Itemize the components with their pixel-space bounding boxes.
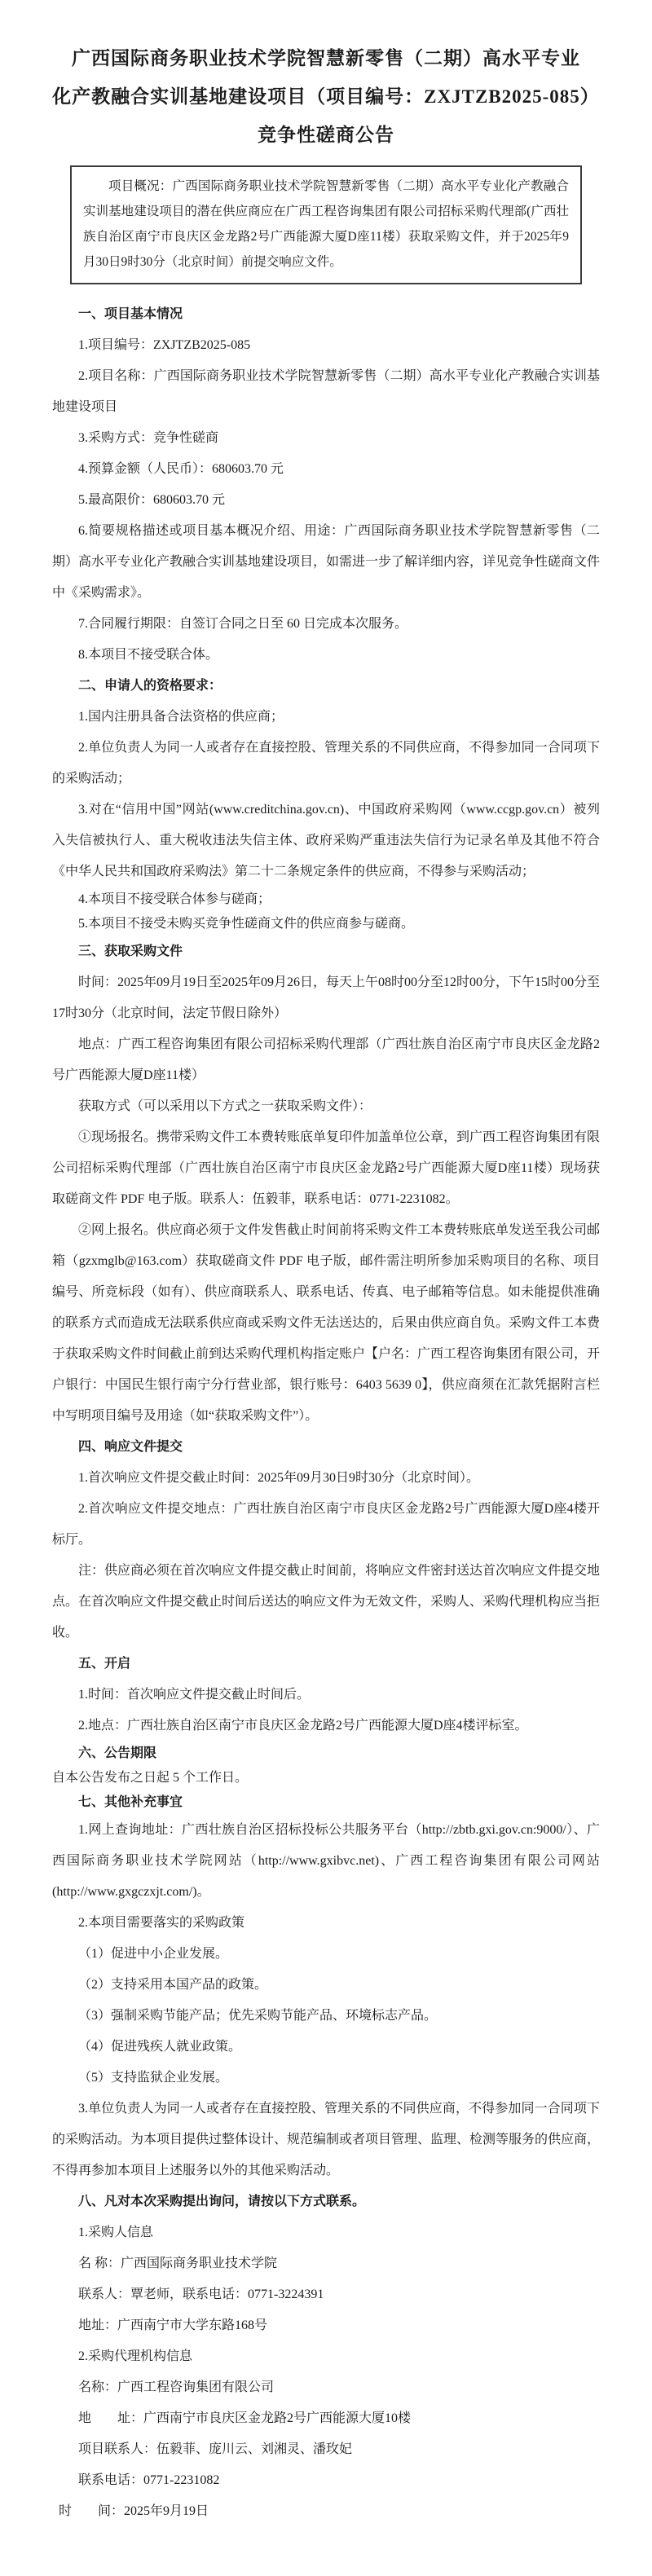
section-heading: 二、申请人的资格要求： (78, 679, 222, 693)
paragraph: 1.采购人信息 (78, 2226, 154, 2239)
paragraph: 名 称：广西国际商务职业技术学院 (78, 2257, 278, 2270)
paragraph: （5）支持监狱企业发展。 (78, 2071, 229, 2085)
paragraph: 4.本项目不接受联合体参与磋商； (78, 892, 271, 906)
document-body (52, 299, 600, 2527)
paragraph: 名称：广西工程咨询集团有限公司 (78, 2380, 275, 2394)
paragraph: 地址：广西南宁市大学东路168号 (78, 2318, 268, 2332)
title-line-1: 广西国际商务职业技术学院智慧新零售（二期）高水平专业 (72, 48, 580, 68)
paragraph: （2）支持采用本国产品的政策。 (78, 1978, 268, 1992)
paragraph: ②网上报名。供应商必须于文件发售截止时间前将采购文件工本费转账底单发送至我公司邮箱（gzxmglb@163.com）获取磋商文件 PDF 电子版，邮件需注明所参加采购项目的名称、项目编号、所竞标段（如有）、供应商联系人、联系电话、传真、电子邮箱等信息。如未能提供准确的联系方式而造成无法联系供应商或采购文件无法送达的，后果由供应商自负。采购文件工本费于获取采购文件时间截止前到达采购代理机构指定账户【户名：广西工程咨询集团有限公司，开户银行：中国民生银行南宁分行营业部，银行账号：6403 5639 0】，供应商须在汇款凭据附言栏中写明项目编号及用途（如“获取采购文件”）。 (52, 1223, 601, 1423)
paragraph: 2.项目名称：广西国际商务职业技术学院智慧新零售（二期）高水平专业化产教融合实训基地建设项目 (52, 369, 600, 414)
paragraph: 1.国内注册具备合法资格的供应商； (78, 710, 284, 724)
paragraph: 3.单位负责人为同一人或者存在直接控股、管理关系的不同供应商，不得参加同一合同项下的采购活动。为本项目提供过整体设计、规范编制或者项目管理、监理、检测等服务的供应商，不得再参加本项目上述服务以外的其他采购活动。 (52, 2102, 601, 2177)
paragraph: 1.项目编号：ZXJTZB2025-085 (78, 338, 251, 352)
paragraph: 5.本项目不接受未购买竞争性磋商文件的供应商参与磋商。 (78, 917, 415, 931)
paragraph: （4）促进残疾人就业政策。 (78, 2040, 242, 2054)
section-heading: 四、响应文件提交 (78, 1440, 183, 1454)
paragraph: 项目联系人：伍毅菲、庞川云、刘湘灵、潘玫妃 (78, 2442, 353, 2456)
section-heading: 六、公告期限 (78, 1746, 157, 1760)
paragraph: 2.地点：广西壮族自治区南宁市良庆区金龙路2号广西能源大厦D座4楼评标室。 (78, 1719, 528, 1733)
section-heading: 八、凡对本次采购提出询问，请按以下方式联系。 (78, 2195, 366, 2208)
paragraph: 自本公告发布之日起 5 个工作日。 (52, 1771, 249, 1785)
paragraph: 8.本项目不接受联合体。 (78, 648, 219, 662)
paragraph: 5.最高限价：680603.70 元 (78, 493, 226, 507)
section-heading: 三、获取采购文件 (78, 945, 183, 958)
paragraph: 4.预算金额（人民币）：680603.70 元 (78, 462, 284, 476)
paragraph: 时 间：2025年9月19日 (59, 2504, 209, 2518)
paragraph: ①现场报名。携带采购文件工本费转账底单复印件加盖单位公章，到广西工程咨询集团有限公司招标采购代理部（广西壮族自治区南宁市良庆区金龙路2号广西能源大厦D座11楼）现场获取磋商文件 PDF 电子版。联系人：伍毅菲，联系电话：0771-2231082。 (52, 1130, 601, 1206)
paragraph: 1.网上查询地址：广西壮族自治区招标投标公共服务平台（http://zbtb.gxi.gov.cn:9000/）、广西国际商务职业技术学院网站（http://www.gxibvc.net)、广西工程咨询集团有限公司网站(http://www.gxgczxjt.com/)。 (52, 1823, 600, 1899)
section-heading: 七、其他补充事宜 (78, 1795, 183, 1809)
paragraph: 联系人：覃老师，联系电话：0771-3224391 (78, 2288, 324, 2301)
title-line-2: 化产教融合实训基地建设项目（项目编号：ZXJTZB2025-085） (52, 86, 600, 107)
paragraph: （1）促进中小企业发展。 (78, 1947, 229, 1961)
paragraph: 地 址：广西南宁市良庆区金龙路2号广西能源大厦10楼 (78, 2411, 412, 2425)
paragraph: 获取方式（可以采用以下方式之一获取采购文件）： (78, 1099, 372, 1113)
paragraph: 7.合同履行期限：自签订合同之日至 60 日完成本次服务。 (78, 617, 408, 631)
paragraph: 1.首次响应文件提交截止时间：2025年09月30日9时30分（北京时间）。 (78, 1471, 480, 1485)
paragraph: 2.单位负责人为同一人或者存在直接控股、管理关系的不同供应商，不得参加同一合同项下的采购活动； (52, 741, 600, 786)
section-heading: 五、开启 (78, 1657, 131, 1671)
paragraph: 联系电话：0771-2231082 (78, 2473, 220, 2487)
paragraph: 2.采购代理机构信息 (78, 2349, 193, 2363)
title-line-3: 竞争性磋商公告 (258, 125, 394, 145)
section-heading: 一、项目基本情况 (78, 307, 183, 321)
paragraph: 时间：2025年09月19日至2025年09月26日，每天上午08时00分至12时00分，下午15时00分至17时30分（北京时间，法定节假日除外） (52, 975, 601, 1020)
paragraph: 3.采购方式：竞争性磋商 (78, 431, 219, 445)
paragraph: 3.对在“信用中国”网站(www.creditchina.gov.cn)、中国政府采购网（www.ccgp.gov.cn）被列入失信被执行人、重大税收违法失信主体、政府采购严重违法失信行为记录名单及其他不符合《中华人民共和国政府采购法》第二十二条规定条件的供应商，不得参与采购活动； (52, 803, 600, 878)
paragraph: 注：供应商必须在首次响应文件提交截止时间前，将响应文件密封送达首次响应文件提交地点。在首次响应文件提交截止时间后送达的响应文件为无效文件，采购人、采购代理机构应当拒收。 (52, 1564, 601, 1640)
paragraph: （3）强制采购节能产品；优先采购节能产品、环境标志产品。 (78, 2009, 438, 2023)
paragraph: 2.首次响应文件提交地点：广西壮族自治区南宁市良庆区金龙路2号广西能源大厦D座4楼开标厅。 (52, 1502, 600, 1547)
paragraph: 1.时间：首次响应文件提交截止时间后。 (78, 1688, 311, 1702)
project-overview-text: 项目概况：广西国际商务职业技术学院智慧新零售（二期）高水平专业化产教融合实训基地建设项目的潜在供应商应在广西工程咨询集团有限公司招标采购代理部(广西壮族自治区南宁市良庆区金龙路2号广西能源大厦D座11楼）获取采购文件，并于2025年9月30日9时30分（北京时间）前提交响应文件。 (83, 179, 569, 269)
paragraph: 地点：广西工程咨询集团有限公司招标采购代理部（广西壮族自治区南宁市良庆区金龙路2号广西能源大厦D座11楼） (52, 1037, 600, 1082)
document-title (52, 39, 600, 154)
paragraph: 6.简要规格描述或项目基本概况介绍、用途：广西国际商务职业技术学院智慧新零售（二期）高水平专业化产教融合实训基地建设项目，如需进一步了解详细内容，详见竞争性磋商文件中《采购需求》。 (52, 524, 601, 600)
project-overview-box (70, 165, 582, 284)
paragraph: 2.本项目需要落实的采购政策 (78, 1916, 245, 1930)
